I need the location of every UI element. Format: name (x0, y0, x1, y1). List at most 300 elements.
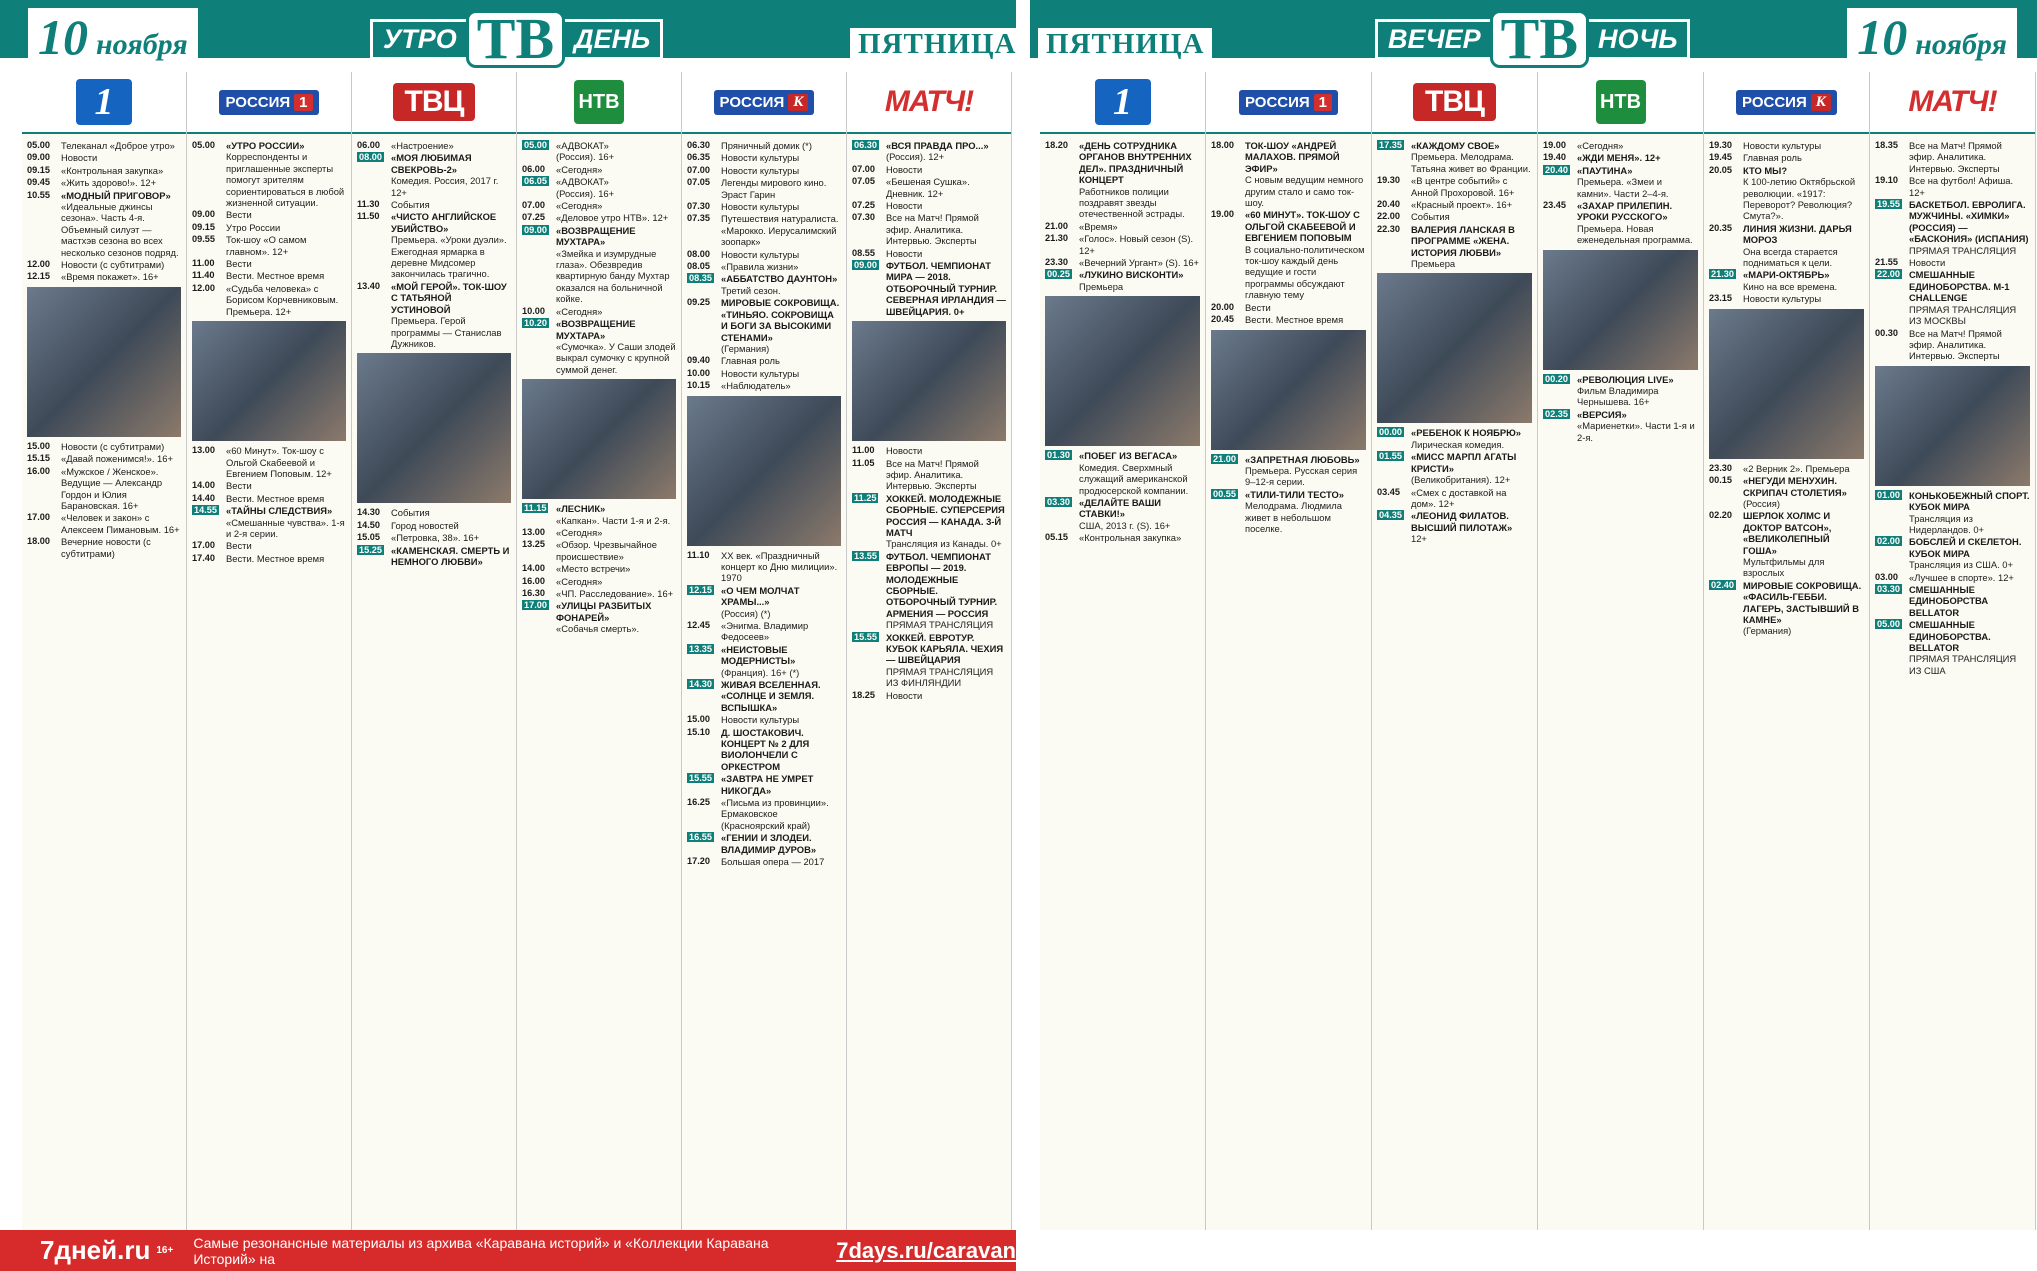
program-time (1045, 221, 1079, 232)
program-entry (852, 176, 1006, 199)
program-description: (Россия) (1743, 497, 1780, 509)
program-time-text: 15.10 (687, 726, 710, 737)
program-time-text: 18.00 (1211, 140, 1234, 150)
program-time (1211, 314, 1245, 325)
program-time (1875, 140, 1909, 174)
program-title: «ВОЗВРАЩЕНИЕ МУХТАРА» (556, 318, 636, 341)
program-title: «Петровка, 38». 16+ (391, 532, 480, 544)
program-time (852, 176, 886, 199)
program-time (192, 234, 226, 257)
program-details (1909, 140, 2030, 174)
program-title: Новости культуры (1743, 140, 1822, 151)
program-time (852, 690, 886, 701)
program-details (721, 355, 841, 366)
program-description: «Змейка и изумрудные глаза». Обезвредив квартирную банду Мухтар оказался на больничной койке. (556, 247, 670, 305)
program-description: ПРЯМАЯ ТРАНСЛЯЦИЯ ИЗ США (1909, 653, 2017, 676)
program-entry (687, 856, 841, 867)
program-title: «НЕГУДИ МЕНУХИН. СКРИПАЧ СТОЛЕТИЯ» (1743, 475, 1847, 498)
program-title: «ПОБЕГ ИЗ ВЕГАСА» (1079, 450, 1178, 462)
program-time (1377, 427, 1411, 450)
program-entry (852, 458, 1006, 492)
program-time-text: 08.05 (687, 261, 710, 272)
program-entry (687, 773, 841, 796)
program-entry (1875, 328, 2030, 362)
channel-schedule (22, 134, 186, 559)
program-details (1079, 532, 1200, 543)
program-entry (1709, 580, 1864, 637)
program-entry (522, 306, 676, 317)
program-title: МИРОВЫЕ СОКРОВИЩА. «ТИНЬЯО. СОКРОВИЩА И БОГИ ЗА ВЫСОКИМИ СТЕНАМИ» (721, 297, 840, 343)
program-title: Новости (с субтитрами) (61, 259, 165, 271)
program-details (391, 281, 511, 349)
program-title: Вести. Местное время (226, 552, 325, 564)
program-details (1079, 497, 1200, 531)
program-details (721, 550, 841, 584)
program-photo (1211, 330, 1366, 450)
program-description: «Капкан». Части 1-я и 2-я. (556, 514, 671, 526)
program-details (1245, 209, 1366, 300)
program-title: КОНЬКОБЕЖНЫЙ СПОРТ. КУБОК МИРА (1909, 489, 2030, 513)
program-entry (522, 588, 676, 599)
program-description: Премьера (1079, 280, 1124, 292)
program-time-text: 07.00 (687, 164, 710, 175)
program-details (1577, 165, 1698, 199)
footer-link[interactable]: 7days.ru/caravan (836, 1237, 1016, 1263)
program-entry (1543, 200, 1698, 246)
program-details (721, 213, 841, 247)
program-time-text: 09.40 (687, 355, 710, 366)
logo-word-night: НОЧЬ (1585, 19, 1690, 60)
program-time (192, 553, 226, 564)
program-title: Главная роль (1743, 152, 1802, 164)
program-entry (687, 249, 841, 260)
program-details (1743, 475, 1864, 509)
program-time-text: 22.30 (1377, 223, 1400, 234)
channel-column (1870, 72, 2036, 1230)
program-time (192, 222, 226, 233)
program-time (192, 445, 226, 479)
program-time (1045, 257, 1079, 268)
program-time-text: 10.20 (524, 318, 547, 329)
program-time (192, 140, 226, 208)
program-description: Корреспонденты и приглашенные эксперты помогут зрителям сориентироваться в любой жизненной ситуации. (226, 151, 345, 209)
program-description: Трансляция из Нидерландов. 0+ (1909, 512, 1985, 535)
program-details (61, 441, 181, 452)
program-entry (192, 222, 346, 233)
program-photo (852, 321, 1006, 441)
program-details (721, 177, 841, 200)
program-time (1875, 199, 1909, 256)
program-time-text: 03.00 (1875, 571, 1898, 582)
program-details (1743, 152, 1864, 163)
program-title: «Жить здорово!». 12+ (61, 177, 157, 189)
program-entry (852, 493, 1006, 550)
program-title: «АДВОКАТ» (556, 140, 609, 151)
program-title: СМЕШАННЫЕ ЕДИНОБОРСТВА BELLATOR (1909, 583, 1989, 618)
day-name-left: ПЯТНИЦА (850, 28, 1024, 61)
program-entry (687, 297, 841, 354)
program-time (687, 856, 721, 867)
program-time-text: 02.20 (1709, 510, 1732, 521)
program-entry (1377, 451, 1532, 485)
program-title: «МОДНЫЙ ПРИГОВОР» (61, 189, 171, 201)
footer-banner[interactable] (0, 1230, 1016, 1271)
channel-column (517, 72, 682, 1230)
program-description: ПРЯМАЯ ТРАНСЛЯЦИЯ (886, 619, 994, 631)
program-time (27, 259, 61, 270)
program-title: ФУТБОЛ. ЧЕМПИОНАТ ЕВРОПЫ — 2019. МОЛОДЕЖНЫЕ СБОРНЫЕ. ОТБОРОЧНЫЙ ТУРНИР. АРМЕНИЯ — РОССИЯ (886, 550, 998, 619)
program-title: Новости (886, 689, 923, 701)
program-photo (1875, 366, 2030, 486)
program-time-text: 20.40 (1377, 199, 1400, 210)
program-entry (1377, 140, 1532, 174)
program-details (886, 260, 1006, 317)
program-time-text: 20.35 (1709, 222, 1732, 233)
program-time-text: 06.00 (522, 163, 545, 174)
program-title: БАСКЕТБОЛ. ЕВРОЛИГА. МУЖЧИНЫ. «ХИМКИ» (РОССИЯ) — «БАСКОНИЯ» (ИСПАНИЯ) (1909, 199, 2029, 245)
program-details (1411, 175, 1532, 198)
program-entry (687, 140, 841, 151)
program-title: «Правила жизни» (721, 261, 799, 273)
program-entry (1045, 450, 1200, 496)
program-entry (852, 445, 1006, 456)
program-details (226, 140, 346, 208)
program-details (1079, 233, 1200, 256)
program-title: Новости культуры (721, 152, 800, 164)
program-time (1709, 165, 1743, 222)
program-title: Путешествия натуралиста. «Марокко. Иерусалимский зоопарк» (721, 213, 839, 248)
program-time-text: 14.00 (192, 480, 215, 491)
program-description: «Идеальные джинсы сезона». Часть 4-я. Объемный силуэт — мастхэв сезона во всех несколько сезонов подряд. (61, 201, 179, 258)
program-entry (687, 679, 841, 713)
program-entry (522, 140, 676, 163)
program-entry (192, 234, 346, 257)
program-entry (1045, 497, 1200, 531)
program-details (556, 318, 676, 375)
program-time-text: 18.00 (27, 536, 50, 547)
program-title: ЖИВАЯ ВСЕЛЕННАЯ. «СОЛНЦЕ И ЗЕМЛЯ. ВСПЫШКА» (721, 679, 821, 713)
program-description: Премьера. Русская серия 9–12-я серии. (1245, 464, 1358, 488)
program-time-text: 23.45 (1543, 200, 1566, 211)
program-time (687, 177, 721, 200)
program-time (522, 588, 556, 599)
program-entry (852, 632, 1006, 689)
channel-schedule (187, 134, 351, 564)
program-photo (1377, 273, 1532, 423)
program-title: «РЕВОЛЮЦИЯ LIVE» (1577, 373, 1674, 385)
program-title: Новости (886, 163, 923, 175)
program-time-text: 14.30 (357, 507, 380, 518)
program-time-text: 23.15 (1709, 293, 1732, 304)
program-time (522, 600, 556, 634)
program-title: «Вечерний Ургант» (S). 16+ (1079, 257, 1200, 269)
program-time (27, 453, 61, 464)
program-time-text: 05.00 (524, 140, 547, 150)
channel-schedule (1040, 134, 1205, 544)
program-entry (27, 441, 181, 452)
program-time (1211, 454, 1245, 488)
program-description: (Германия) (721, 342, 770, 354)
program-details (61, 512, 181, 535)
program-time (687, 644, 721, 678)
program-description: Она всегда старается подниматься к цели. (1743, 245, 1838, 269)
program-time-text: 11.05 (852, 457, 875, 468)
program-details (721, 585, 841, 619)
program-time (687, 620, 721, 643)
program-entry (687, 714, 841, 725)
program-time (1211, 209, 1245, 300)
program-details (61, 259, 181, 270)
program-title: «ПАУТИНА» (1577, 164, 1633, 176)
program-title: Вести (226, 258, 252, 270)
footer-brand: 7дней.ru (40, 1235, 151, 1265)
channel-header (1206, 72, 1371, 134)
channel-schedule (1704, 134, 1869, 637)
program-title: «ЛЕСНИК» (556, 503, 606, 515)
program-time-text: 05.00 (192, 140, 215, 150)
program-time (522, 527, 556, 538)
program-details (721, 152, 841, 163)
program-entry (1875, 269, 2030, 326)
program-time (357, 211, 391, 279)
program-details (391, 507, 511, 518)
program-details (556, 200, 676, 211)
program-time (192, 505, 226, 539)
footer-age: 16+ (156, 1245, 174, 1256)
program-title: «Сегодня» (556, 163, 603, 175)
program-time-text: 18.35 (1875, 140, 1898, 150)
program-description: 12+ (1411, 533, 1427, 545)
program-description: ПРЯМАЯ ТРАНСЛЯЦИЯ ИЗ ФИНЛЯНДИИ (886, 665, 994, 689)
program-entry (1045, 221, 1200, 232)
program-title: «Время» (1079, 220, 1118, 232)
channel-schedule (1372, 134, 1537, 545)
program-title: «Сегодня» (556, 575, 603, 587)
program-time (687, 261, 721, 272)
program-time-text: 12.00 (27, 259, 50, 270)
program-details (1909, 572, 2030, 583)
program-details (1577, 374, 1698, 408)
program-details (391, 545, 511, 568)
program-time (1377, 487, 1411, 510)
program-entry (687, 644, 841, 678)
program-time (522, 503, 556, 526)
program-time-text: 17.00 (192, 540, 215, 551)
program-details (1743, 269, 1864, 292)
program-time (1875, 257, 1909, 268)
program-entry (522, 563, 676, 574)
program-details (1079, 140, 1200, 220)
program-title: ФУТБОЛ. ЧЕМПИОНАТ МИРА — 2018. ОТБОРОЧНЫЙ ТУРНИР. СЕВЕРНАЯ ИРЛАНДИЯ — ШВЕЙЦАРИЯ. 0+ (886, 260, 1006, 317)
program-title: «Бешеная Сушка». Дневник. 12+ (886, 176, 970, 199)
program-entry (1875, 619, 2030, 676)
program-details (1411, 487, 1532, 510)
program-entry (192, 553, 346, 564)
program-title: ХОККЕЙ. ЕВРОТУР. КУБОК КАРЬЯЛА. ЧЕХИЯ — ШВЕЙЦАРИЯ (886, 631, 1004, 666)
program-entry (27, 152, 181, 163)
program-time-text: 03.45 (1377, 486, 1400, 497)
program-time (522, 140, 556, 163)
program-entry (687, 355, 841, 366)
program-details (1743, 165, 1864, 222)
program-time-text: 12.45 (687, 619, 710, 630)
program-title: СМЕШАННЫЕ ЕДИНОБОРСТВА. BELLATOR (1909, 619, 1991, 653)
program-description: ПРЯМАЯ ТРАНСЛЯЦИЯ ИЗ МОСКВЫ (1909, 303, 2017, 327)
program-entry (522, 539, 676, 562)
program-details (61, 177, 181, 188)
tvc-logo: ТВЦ (393, 83, 476, 121)
channel-header (1040, 72, 1205, 134)
program-details (1245, 314, 1366, 325)
program-entry (852, 248, 1006, 259)
program-time (1377, 510, 1411, 544)
program-details (226, 234, 346, 257)
program-time-text: 16.30 (522, 587, 545, 598)
ntv-logo: НТВ (1596, 80, 1646, 124)
program-time-text: 21.30 (1711, 269, 1734, 280)
program-time-text: 07.30 (852, 212, 875, 223)
program-entry (1377, 427, 1532, 450)
program-entry (1377, 175, 1532, 198)
program-time (1543, 140, 1577, 151)
program-title: Новости (1909, 257, 1946, 269)
program-time (522, 225, 556, 305)
program-entry (522, 225, 676, 305)
program-details (1743, 510, 1864, 578)
program-title: «Время покажет». 16+ (61, 271, 159, 283)
program-details (556, 576, 676, 587)
program-entry (192, 493, 346, 504)
program-title: Новости культуры (721, 248, 800, 260)
program-entry (1709, 152, 1864, 163)
program-time-text: 02.40 (1711, 579, 1734, 590)
program-time (687, 797, 721, 831)
program-time-text: 11.25 (854, 492, 877, 503)
program-description: Работников полиции поздравят звезды отечественной эстрады. (1079, 185, 1185, 220)
program-time (192, 209, 226, 220)
program-time-text: 00.20 (1545, 373, 1568, 384)
program-entry (1709, 165, 1864, 222)
program-entry (522, 527, 676, 538)
program-entry (852, 690, 1006, 701)
program-description: (Россия). 16+ (556, 151, 615, 163)
program-details (721, 727, 841, 773)
program-time-text: 11.00 (192, 258, 215, 269)
program-title: «Сегодня» (1577, 140, 1624, 151)
program-details (1411, 211, 1532, 222)
program-time (357, 532, 391, 543)
program-entry (1875, 175, 2030, 198)
program-title: «ЧП. Расследование». 16+ (556, 587, 674, 599)
program-time-text: 19.00 (1543, 140, 1566, 150)
program-time-text: 09.00 (854, 260, 877, 271)
program-title: Новости (886, 247, 923, 259)
program-time-text: 14.00 (522, 563, 545, 574)
rossia-k-logo: РОССИЯ К (714, 90, 815, 115)
program-time (687, 201, 721, 212)
program-time-text: 18.25 (852, 689, 875, 700)
program-description: «Сумочка». У Саши злодей выкрал сумочку с крупной суммой денег. (556, 340, 676, 375)
program-entry (357, 281, 511, 349)
program-title: «Энигма. Владимир Федосеев» (721, 619, 809, 643)
program-title: «О ЧЕМ МОЛЧАТ ХРАМЫ...» (721, 584, 800, 608)
program-time (687, 832, 721, 855)
program-time-text: 06.00 (357, 140, 380, 150)
program-details (886, 176, 1006, 199)
program-entry (1211, 302, 1366, 313)
program-description: Премьера. Мелодрама. Татьяна живет во Франции. (1411, 151, 1531, 174)
program-description: (Россия). 12+ (886, 151, 945, 163)
program-time (1377, 224, 1411, 270)
program-time (1211, 140, 1245, 208)
program-details (556, 212, 676, 223)
program-description: Кино на все времена. (1743, 280, 1838, 292)
program-entry (852, 164, 1006, 175)
program-details (721, 679, 841, 713)
program-time-text: 23.30 (1045, 257, 1068, 268)
program-details (1909, 490, 2030, 536)
program-title: «Красный проект». 16+ (1411, 199, 1513, 211)
program-entry (1543, 409, 1698, 443)
channel-schedule (682, 134, 846, 868)
program-entry (27, 512, 181, 535)
program-description: (Германия) (1743, 625, 1792, 637)
program-time-text: 05.00 (1877, 619, 1900, 630)
program-time-text: 19.30 (1709, 140, 1732, 150)
program-time-text: 03.30 (1877, 583, 1900, 594)
program-time (357, 140, 391, 151)
program-entry (687, 201, 841, 212)
program-details (1743, 580, 1864, 637)
program-details (556, 140, 676, 163)
program-entry (1709, 293, 1864, 304)
program-time-text: 15.15 (27, 453, 50, 464)
program-description: В социально-политическом ток-шоу каждый день ведущие и гости программы обсуждают главную тему (1245, 243, 1365, 301)
program-title: МИРОВЫЕ СОКРОВИЩА. «ФАСИЛЬ-ГЕББИ. ЛАГЕРЬ, ЗАСТЫВШИЙ В КАМНЕ» (1743, 579, 1862, 625)
program-time-text: 14.30 (689, 679, 712, 689)
program-time-text: 00.30 (1875, 327, 1898, 338)
program-time (1377, 175, 1411, 198)
program-time (1543, 200, 1577, 246)
program-title: Вести (1245, 301, 1271, 313)
program-details (556, 588, 676, 599)
program-time (357, 152, 391, 198)
program-title: Новости (с субтитрами) (61, 440, 165, 452)
program-time-text: 07.05 (852, 176, 875, 187)
program-time-text: 09.15 (192, 221, 215, 232)
program-time (852, 200, 886, 211)
program-details (556, 225, 676, 305)
program-time (1709, 510, 1743, 578)
program-time-text: 11.00 (852, 445, 875, 456)
program-details (1245, 302, 1366, 313)
program-time (1875, 584, 1909, 618)
channel-column (352, 72, 517, 1230)
program-time-text: 19.30 (1377, 175, 1400, 186)
program-entry (192, 480, 346, 491)
program-title: «УТРО РОССИИ» (226, 140, 305, 151)
program-title: БОБСЛЕЙ И СКЕЛЕТОН. КУБОК МИРА (1909, 536, 2022, 559)
program-details (1909, 584, 2030, 618)
program-details (226, 258, 346, 269)
program-details (721, 856, 841, 867)
program-entry (1045, 532, 1200, 543)
program-time-text: 07.25 (852, 200, 875, 211)
program-description: (Россия). 16+ (556, 187, 615, 199)
program-time (27, 536, 61, 559)
program-entry (1377, 211, 1532, 222)
program-entry (27, 165, 181, 176)
